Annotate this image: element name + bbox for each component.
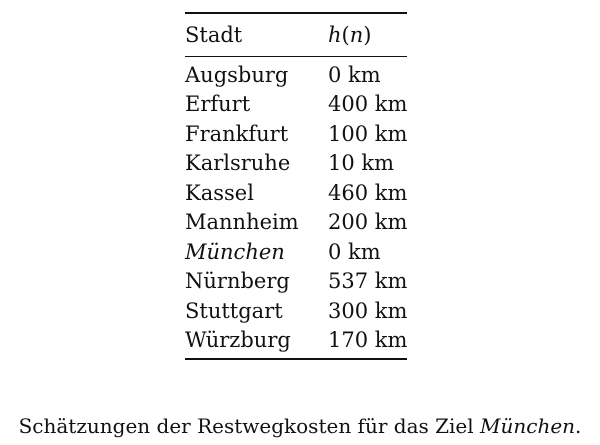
table-row <box>185 267 407 297</box>
table-row <box>185 296 407 326</box>
cell-h: 537 km <box>328 269 408 294</box>
table-row <box>185 178 407 208</box>
cell-city: Erfurt <box>185 92 251 117</box>
table-row <box>185 208 407 238</box>
header-city: Stadt <box>185 23 243 47</box>
cell-city: Stuttgart <box>185 298 283 323</box>
header-h-var: n <box>349 23 364 47</box>
cell-h: 200 km <box>328 210 408 235</box>
header-h-close: ) <box>363 23 372 47</box>
cell-city-goal: München <box>185 239 285 264</box>
cell-city: Nürnberg <box>185 269 290 294</box>
header-h-func: h <box>328 23 342 47</box>
cell-city: Augsburg <box>185 62 289 87</box>
bottom-rule <box>185 358 407 360</box>
header-h <box>328 23 407 47</box>
table-row <box>185 119 407 149</box>
table-row <box>185 60 407 90</box>
table-caption <box>0 414 600 438</box>
table-row <box>185 326 407 356</box>
cell-h: 400 km <box>328 92 408 117</box>
table-row <box>185 149 407 179</box>
cell-h: 300 km <box>328 298 408 323</box>
table-row-goal <box>185 237 407 267</box>
cell-h: 10 km <box>328 151 395 176</box>
header-h-open: ( <box>341 23 350 47</box>
caption-text: Schätzungen der Restwegkosten für das Ziel <box>18 414 480 438</box>
cell-h: 460 km <box>328 180 408 205</box>
cell-city: Würzburg <box>185 328 291 353</box>
cell-city: Kassel <box>185 180 254 205</box>
cell-h: 170 km <box>328 328 408 353</box>
caption-end: . <box>575 414 582 438</box>
cell-city: Karlsruhe <box>185 151 291 176</box>
cell-h: 100 km <box>328 121 408 146</box>
table-row <box>185 90 407 120</box>
cell-city: Mannheim <box>185 210 299 235</box>
cell-h: 0 km <box>328 62 381 87</box>
caption-emphasis: München <box>480 414 576 438</box>
cell-h: 0 km <box>328 239 381 264</box>
heuristic-table <box>185 12 407 360</box>
cell-city: Frankfurt <box>185 121 289 146</box>
table-body <box>185 57 407 358</box>
table-header <box>185 14 407 56</box>
